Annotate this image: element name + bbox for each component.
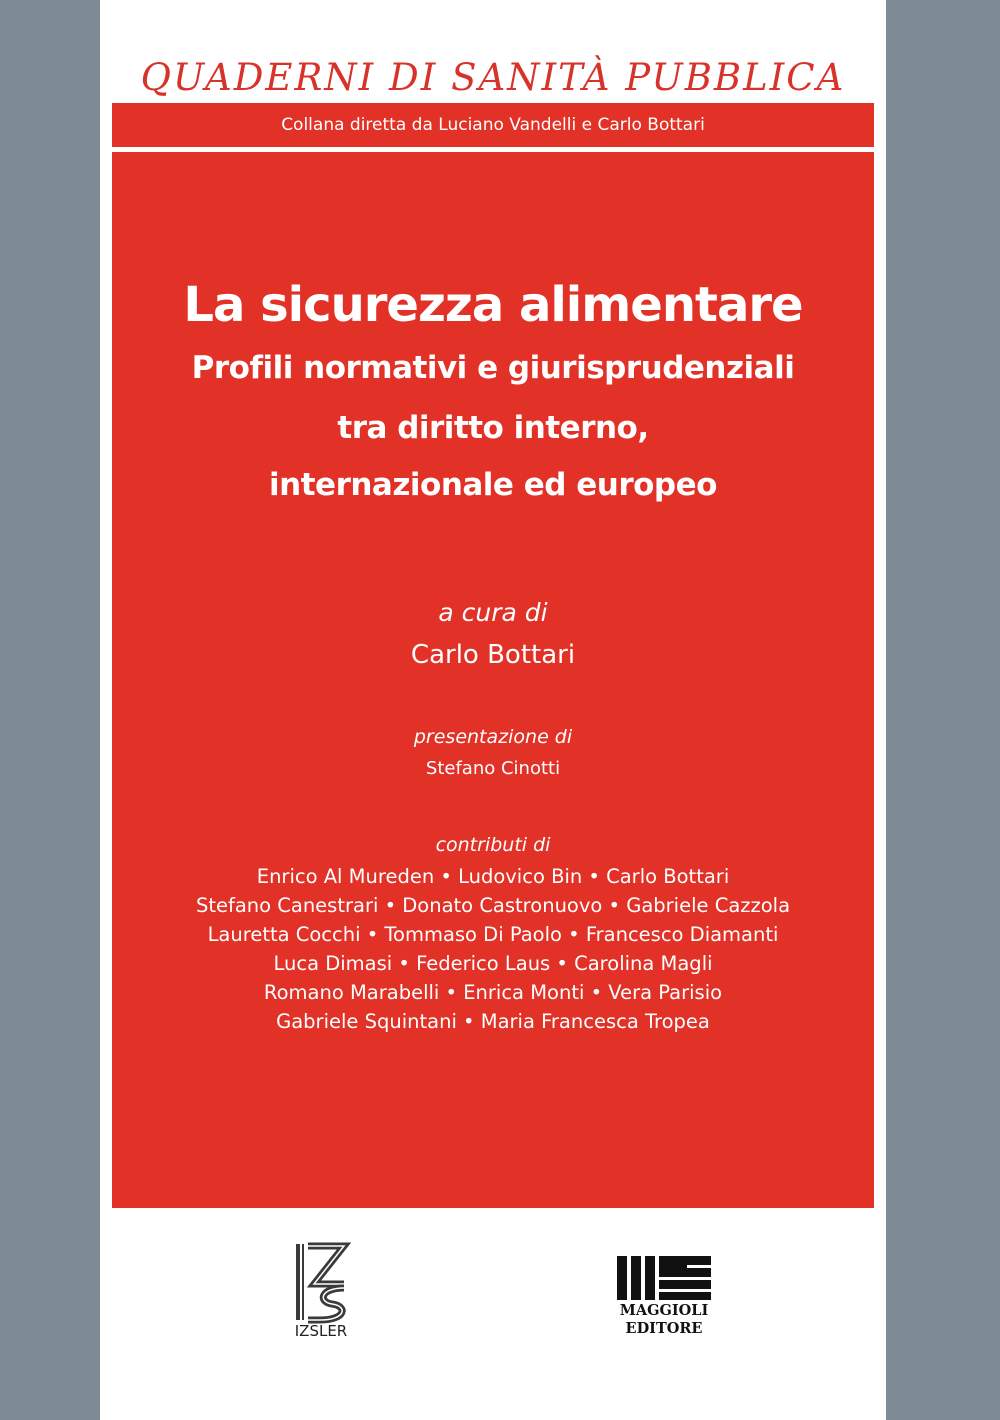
contributors-line: Lauretta Cocchi • Tommaso Di Paolo • Francesco Diamanti (207, 923, 779, 946)
contributors-label: contributi di (435, 834, 551, 856)
book-subtitle-line-3: internazionale ed europeo (269, 467, 717, 503)
main-title-panel (112, 152, 874, 1208)
maggioli-label-line-1: MAGGIOLI (619, 1302, 709, 1319)
curator-label: a cura di (438, 598, 548, 627)
contributors-line: Romano Marabelli • Enrica Monti • Vera Parisio (263, 981, 723, 1004)
book-subtitle-line-1: Profili normativi e giurisprudenziali (191, 350, 795, 386)
series-editors: Collana diretta da Luciano Vandelli e Carlo Bottari (281, 115, 705, 135)
contributors-line: Enrico Al Mureden • Ludovico Bin • Carlo Bottari (256, 865, 730, 888)
maggioli-label (605, 1302, 723, 1338)
book-title: La sicurezza alimentare (183, 277, 803, 333)
series-band (112, 103, 874, 147)
maggioli-label-line-2: EDITORE (625, 1320, 703, 1337)
contributors-line: Stefano Canestrari • Donato Castronuovo • Gabriele Cazzola (195, 894, 791, 917)
contributors-line: Luca Dimasi • Federico Laus • Carolina Magli (273, 952, 713, 975)
series-title: QUADERNI DI SANITÀ PUBBLICA (140, 56, 846, 99)
presentation-label: presentazione di (413, 726, 573, 748)
contributors-line: Gabriele Squintani • Maria Francesca Tropea (276, 1010, 710, 1033)
izsler-label: IZSLER (294, 1322, 348, 1340)
cover-sheet (100, 0, 886, 1420)
book-subtitle-line-2: tra diritto interno, (337, 410, 649, 446)
curator-name: Carlo Bottari (410, 640, 576, 670)
presentation-name: Stefano Cinotti (425, 758, 561, 779)
